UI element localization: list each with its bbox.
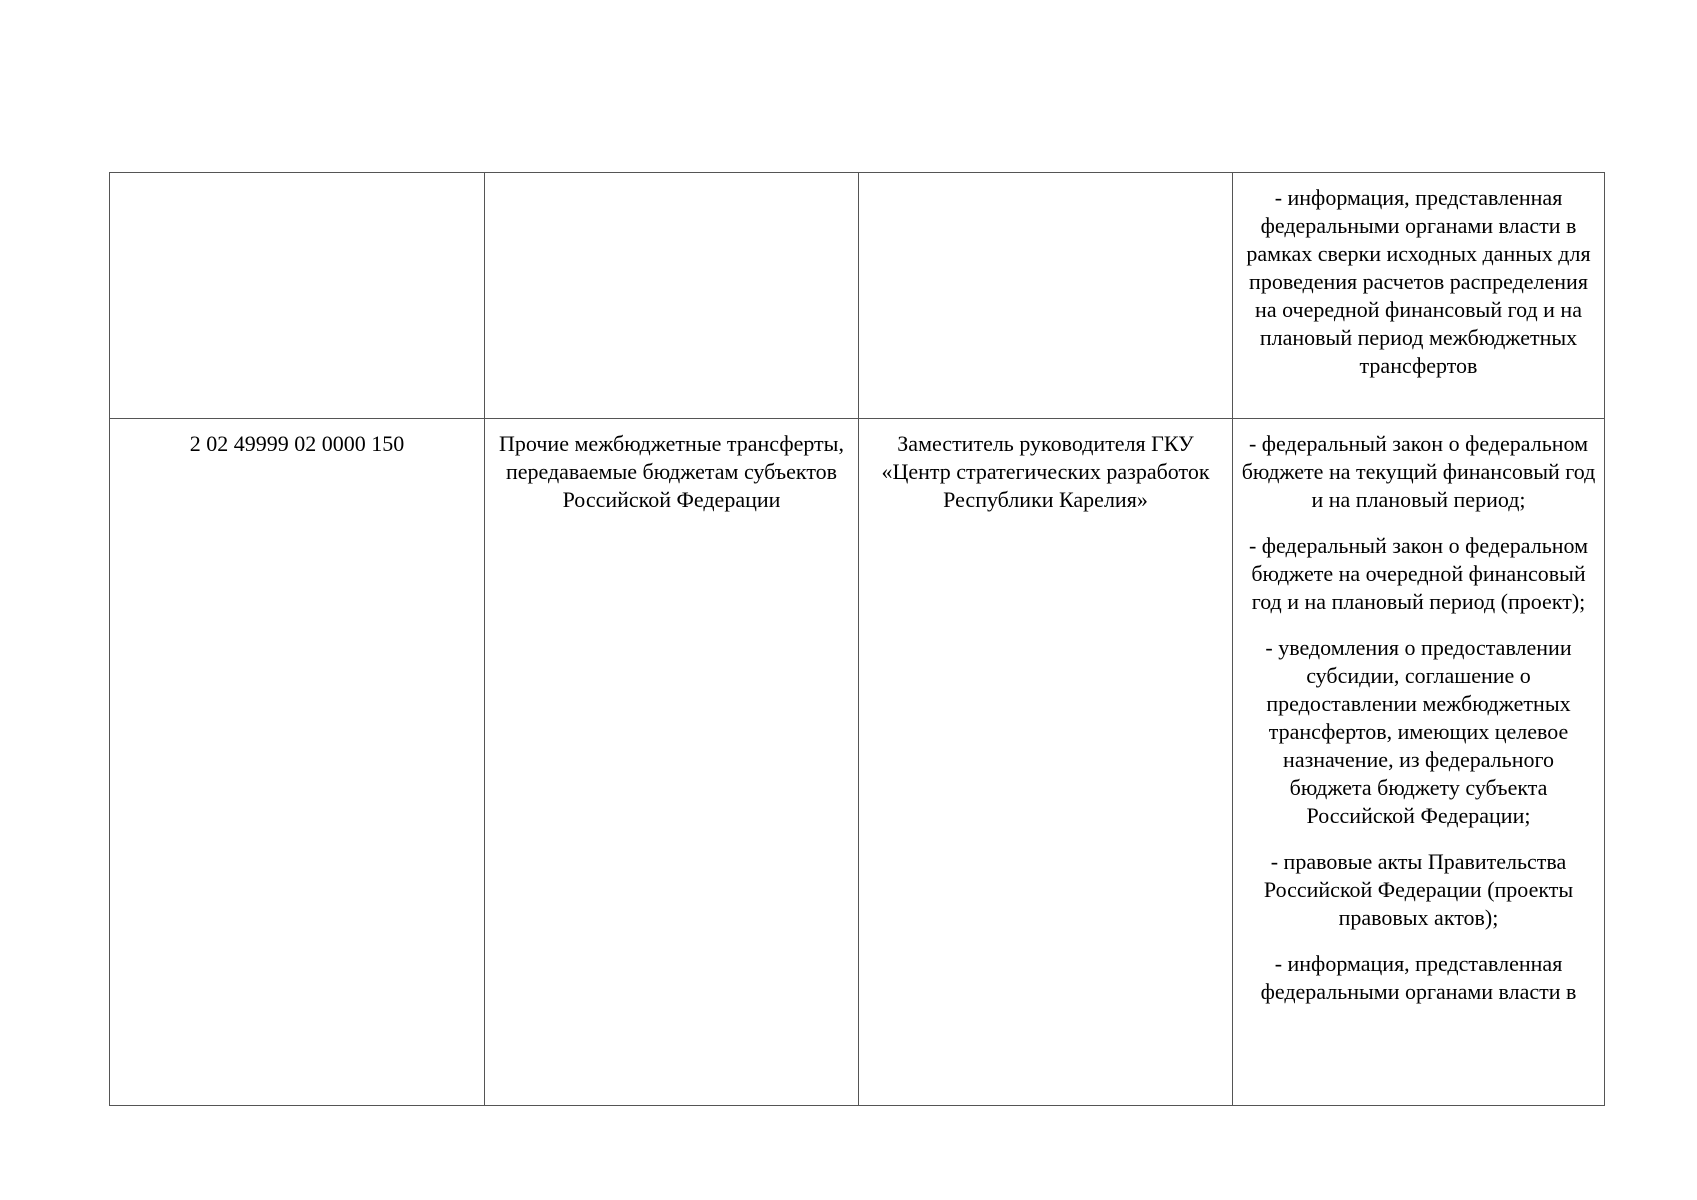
table-cell-sources — [1233, 173, 1605, 419]
table-cell-sources — [1233, 419, 1605, 1106]
revenue-name: Прочие межбюджетные трансферты, передаваемые бюджетам субъектов Российской Федерации — [499, 431, 844, 512]
table-cell-responsible — [859, 419, 1233, 1106]
table-row — [110, 419, 1605, 1106]
table-cell-responsible — [859, 173, 1233, 419]
source-item: - федеральный закон о федеральном бюджете на текущий финансовый год и на плановый период; — [1241, 431, 1596, 512]
responsible-person: Заместитель руководителя ГКУ «Центр стратегических разработок Республики Карелия» — [881, 431, 1210, 512]
source-item: - правовые акты Правительства Российской Федерации (проекты правовых актов); — [1263, 849, 1574, 930]
table-cell-code — [110, 419, 485, 1106]
table-cell-name — [485, 419, 859, 1106]
data-table — [109, 172, 1605, 1106]
source-item: - уведомления о предоставлении субсидии, соглашение о предоставлении межбюджетных трансфертов, имеющих целевое назначение, из федерального бюджета бюджету субъекта Российской Федерации; — [1265, 635, 1572, 828]
table-cell-code — [110, 173, 485, 419]
source-item: - информация, представленная федеральными органами власти в — [1260, 951, 1577, 1004]
source-item: - информация, представленная федеральными органами власти в рамках сверки исходных данных для проведения расчетов распределения на очередной финансовый год и на плановый период межбюджетных трансфертов — [1246, 185, 1591, 378]
table-row — [110, 173, 1605, 419]
budget-code: 2 02 49999 02 0000 150 — [189, 431, 405, 456]
table-cell-name — [485, 173, 859, 419]
source-item: - федеральный закон о федеральном бюджете на очередной финансовый год и на плановый период (проект); — [1248, 533, 1589, 614]
